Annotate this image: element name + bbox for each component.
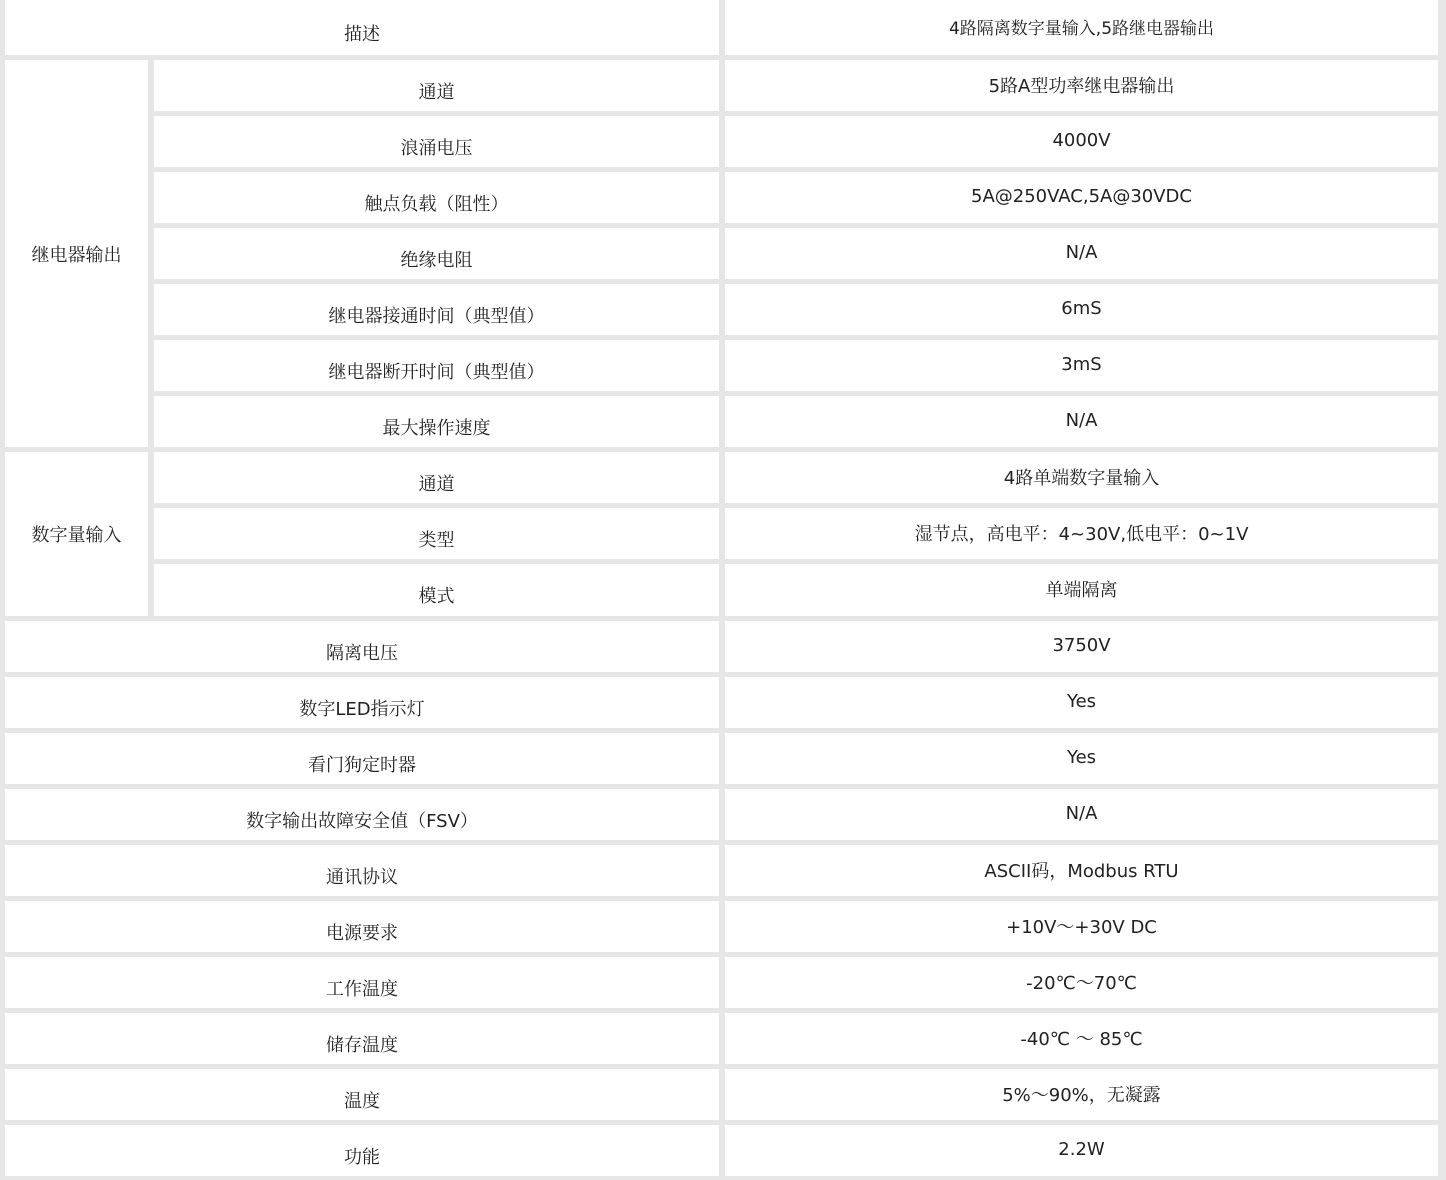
- spec-label-text: 看门狗定时器: [308, 754, 416, 776]
- spec-value-text: -40℃ ～ 85℃: [1020, 1028, 1143, 1050]
- spec-label-text: 描述: [344, 23, 380, 45]
- spec-label-insulation-resistance: [154, 228, 719, 279]
- spec-label-text: 隔离电压: [326, 642, 398, 664]
- spec-label-input-mode: [154, 564, 719, 616]
- spec-value-insulation-resistance: [725, 228, 1438, 279]
- spec-value-text: Yes: [1066, 747, 1097, 768]
- spec-label-text: 触点负载（阻性）: [364, 193, 509, 215]
- spec-value-operating-temperature: [725, 957, 1438, 1008]
- spec-label-text: 类型: [418, 529, 455, 551]
- group-label-text: 继电器输出: [31, 244, 122, 266]
- group-label-digital-input: [5, 452, 148, 616]
- spec-value-watchdog-timer: [725, 733, 1438, 784]
- spec-value-text: 4路单端数字量输入: [1003, 467, 1160, 489]
- group-label-text: 数字量输入: [31, 525, 122, 546]
- spec-label-text: 通道: [418, 81, 455, 103]
- spec-label-text: 绝缘电阻: [400, 249, 473, 271]
- spec-label-input-type: [154, 508, 719, 559]
- spec-value-power-consumption: [725, 1125, 1438, 1176]
- spec-value-protocol: [725, 845, 1438, 896]
- spec-label-text: 数字输出故障安全值（FSV）: [246, 810, 478, 832]
- spec-value-power-requirement: [725, 901, 1438, 952]
- spec-label-text: 温度: [344, 1090, 380, 1112]
- spec-label-text: 储存温度: [326, 1034, 398, 1056]
- spec-value-contact-load: [725, 172, 1438, 223]
- spec-value-surge-voltage: [725, 116, 1438, 167]
- spec-value-text: ASCII码，Modbus RTU: [984, 860, 1179, 882]
- spec-value-storage-temperature: [725, 1013, 1438, 1064]
- spec-label-relay-off-time: [154, 340, 719, 391]
- spec-label-humidity: [5, 1069, 719, 1120]
- spec-value-text: 4路隔离数字量输入,5路继电器输出: [948, 19, 1215, 39]
- spec-label-isolation-voltage: [5, 621, 719, 672]
- spec-label-fsv: [5, 789, 719, 840]
- spec-label-text: 最大操作速度: [382, 417, 491, 439]
- spec-label-text: 数字LED指示灯: [299, 698, 425, 720]
- spec-label-contact-load: [154, 172, 719, 223]
- spec-label-text: 通道: [418, 473, 455, 495]
- spec-value-text: 5%～90%，无凝露: [1002, 1084, 1161, 1106]
- spec-label-text: 继电器接通时间（典型值）: [328, 305, 545, 327]
- spec-label-operating-temperature: [5, 957, 719, 1008]
- spec-label-text: 电源要求: [326, 922, 398, 944]
- spec-value-isolation-voltage: [725, 621, 1438, 672]
- spec-label-led-indicator: [5, 677, 719, 728]
- spec-value-relay-channel: [725, 60, 1438, 111]
- spec-label-relay-channel: [154, 60, 719, 111]
- spec-value-description: [725, 0, 1438, 55]
- spec-value-text: 4000V: [1052, 130, 1111, 151]
- spec-value-input-type: [725, 508, 1438, 559]
- spec-value-text: -20℃～70℃: [1026, 972, 1137, 994]
- spec-label-watchdog-timer: [5, 733, 719, 784]
- spec-label-text: 浪涌电压: [400, 137, 473, 159]
- spec-label-surge-voltage: [154, 116, 719, 167]
- spec-value-input-mode: [725, 564, 1438, 616]
- spec-label-power-requirement: [5, 901, 719, 952]
- spec-label-text: 功能: [344, 1146, 380, 1168]
- spec-value-text: 湿节点，高电平：4~30V,低电平：0~1V: [914, 523, 1249, 545]
- spec-label-relay-on-time: [154, 284, 719, 335]
- spec-value-text: 5路A型功率继电器输出: [988, 75, 1175, 97]
- spec-label-text: 模式: [418, 586, 455, 607]
- spec-value-text: N/A: [1065, 242, 1098, 263]
- spec-label-text: 工作温度: [326, 978, 398, 1000]
- spec-value-humidity: [725, 1069, 1438, 1120]
- spec-label-text: 通讯协议: [326, 866, 398, 888]
- spec-value-text: 3750V: [1052, 635, 1111, 656]
- spec-value-text: +10V～+30V DC: [1006, 916, 1157, 938]
- spec-label-protocol: [5, 845, 719, 896]
- spec-value-text: Yes: [1066, 691, 1097, 712]
- spec-value-text: N/A: [1065, 410, 1098, 431]
- spec-label-power-consumption: [5, 1125, 719, 1176]
- spec-value-fsv: [725, 789, 1438, 840]
- spec-value-input-channel: [725, 452, 1438, 503]
- spec-value-text: 6mS: [1061, 298, 1102, 319]
- spec-value-relay-off-time: [725, 340, 1438, 391]
- spec-value-text: 2.2W: [1058, 1139, 1105, 1160]
- spec-value-text: 5A@250VAC,5A@30VDC: [971, 186, 1192, 207]
- spec-label-storage-temperature: [5, 1013, 719, 1064]
- spec-label-text: 继电器断开时间（典型值）: [328, 361, 545, 383]
- spec-label-description: [5, 0, 719, 55]
- spec-value-relay-on-time: [725, 284, 1438, 335]
- spec-value-max-operation-speed: [725, 396, 1438, 447]
- spec-label-input-channel: [154, 452, 719, 503]
- spec-value-text: N/A: [1065, 803, 1098, 824]
- spec-value-text: 3mS: [1061, 354, 1102, 375]
- spec-value-text: 单端隔离: [1045, 580, 1118, 601]
- group-label-relay-output: [5, 60, 148, 447]
- spec-value-led-indicator: [725, 677, 1438, 728]
- spec-label-max-operation-speed: [154, 396, 719, 447]
